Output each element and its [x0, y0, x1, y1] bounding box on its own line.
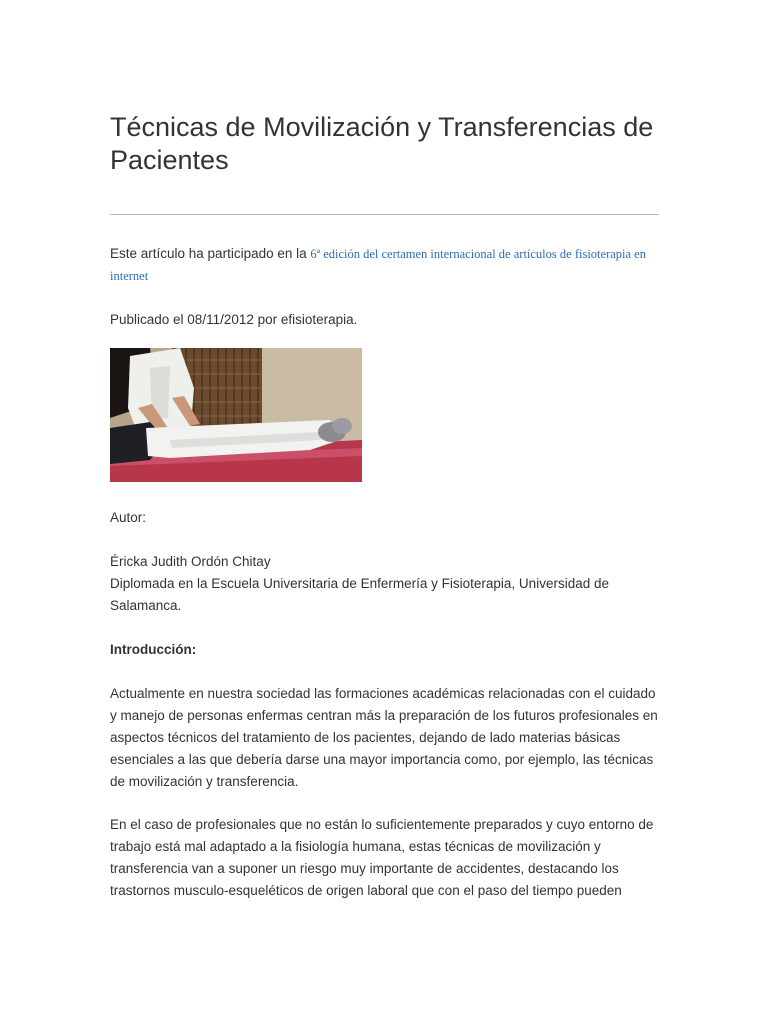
participation-prefix: Este artículo ha participado en la — [110, 246, 311, 261]
author-name: Éricka Judith Ordón Chitay — [110, 554, 271, 569]
intro-paragraph-2: En el caso de profesionales que no están lo suficientemente preparados y cuyo entorno de trabajo está mal adaptado a la fisiología humana, estas técnicas de movilización y transferencia van a suponer un riesgo muy importante de accidentes, destacando los trastornos musculo-esqueléticos de origen laboral que con el paso del tiempo pueden — [110, 817, 654, 898]
title-divider — [110, 214, 659, 215]
intro-paragraph-1: Actualmente en nuestra sociedad las formaciones académicas relacionadas con el cuidado y manejo de personas enfermas centran más la preparación de los futuros profesionales en aspectos técnicos del tratamiento de los pacientes, dejando de lado materias básicas esenciales a las que debería darse una mayor importancia como, por ejemplo, las técnicas de movilización y transferencia. — [110, 686, 658, 789]
participation-note — [110, 243, 665, 287]
author-affiliation: Diplomada en la Escuela Universitaria de Enfermería y Fisioterapia, Universidad de Salamanca. — [110, 576, 609, 613]
article-photo — [110, 348, 362, 482]
author-info — [110, 551, 665, 617]
article-title: Técnicas de Movilización y Transferencias de Pacientes — [110, 112, 654, 175]
intro-heading: Introducción: — [110, 642, 197, 657]
publication-info: Publicado el 08/11/2012 por efisioterapia. — [110, 312, 358, 327]
certamen-link[interactable]: 6ª edición del certamen internacional de artículos de fisioterapia en internet — [110, 247, 646, 283]
author-label: Autor: — [110, 510, 147, 525]
physiotherapy-photo-icon — [110, 348, 362, 482]
